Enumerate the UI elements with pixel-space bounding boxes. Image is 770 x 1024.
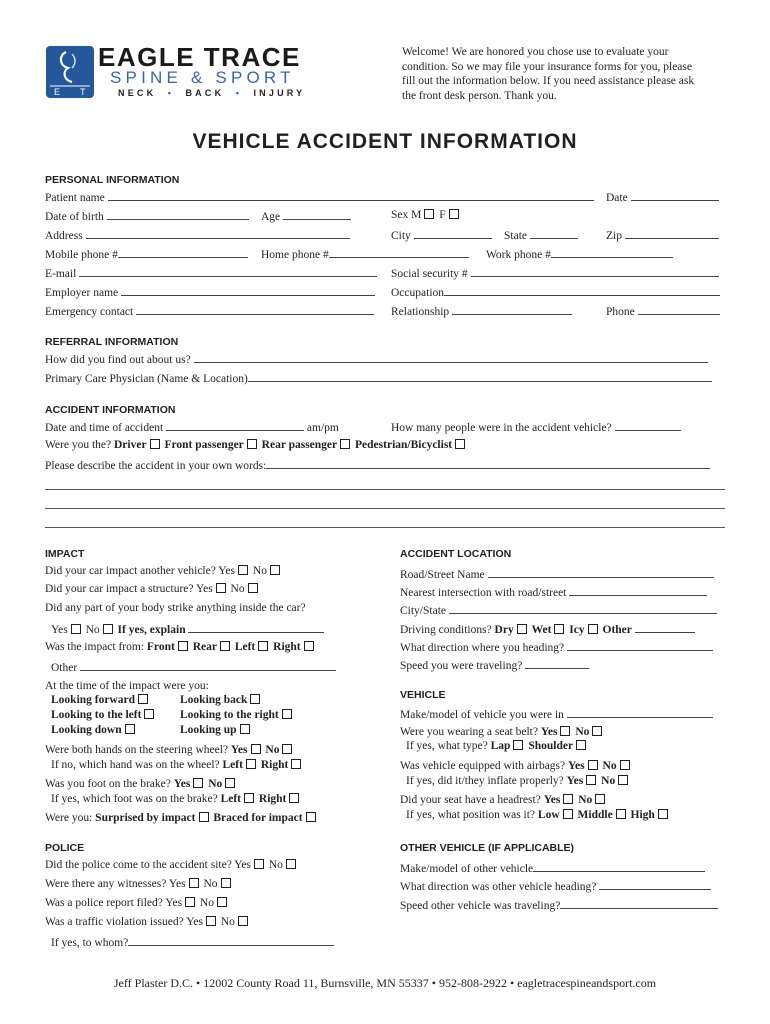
icy-checkbox[interactable] bbox=[588, 624, 598, 634]
driving-conditions-question: Driving conditions? Dry Wet Icy Other bbox=[400, 622, 695, 636]
no-checkbox[interactable] bbox=[238, 916, 248, 926]
front-passenger-checkbox[interactable] bbox=[247, 439, 257, 449]
looking-question: At the time of the impact were you: bbox=[45, 680, 209, 692]
sex-m-checkbox[interactable] bbox=[424, 209, 434, 219]
occupation-field[interactable]: Occupation bbox=[391, 285, 720, 299]
looking-forward-checkbox[interactable] bbox=[138, 694, 148, 704]
no-checkbox[interactable] bbox=[248, 583, 258, 593]
looking-up-checkbox[interactable] bbox=[240, 724, 250, 734]
vehicle-make-field[interactable]: Make/model of vehicle you were in bbox=[400, 707, 713, 721]
page-title: VEHICLE ACCIDENT INFORMATION bbox=[192, 130, 578, 153]
left-checkbox[interactable] bbox=[258, 641, 268, 651]
wet-checkbox[interactable] bbox=[554, 624, 564, 634]
yes-checkbox[interactable] bbox=[563, 794, 573, 804]
speed-field[interactable]: Speed you were traveling? bbox=[400, 658, 589, 672]
police-report-question: Was a police report filed? Yes No bbox=[45, 897, 229, 909]
seatbelt-type-question: If yes, what type? Lap Shoulder bbox=[406, 740, 588, 752]
looking-down-option: Looking down bbox=[51, 724, 137, 736]
email-field[interactable]: E-mail bbox=[45, 266, 377, 280]
welcome-text: Welcome! We are honored you chose use to evaluate your condition. So we may file your insurance forms for you, please fill out the information below. If you need assistance please ask the front desk person. Thank you. bbox=[402, 46, 695, 102]
looking-down-checkbox[interactable] bbox=[125, 724, 135, 734]
impact-other-field[interactable]: Other bbox=[51, 660, 336, 674]
right-checkbox[interactable] bbox=[304, 641, 314, 651]
looking-forward-option: Looking forward bbox=[51, 694, 150, 706]
logo-mark bbox=[46, 46, 94, 98]
section-impact-heading: IMPACT bbox=[45, 548, 85, 560]
describe-field[interactable]: Please describe the accident in your own words: bbox=[45, 458, 710, 472]
ssn-field[interactable]: Social security # bbox=[391, 266, 719, 280]
svg-text:E: E bbox=[54, 87, 61, 97]
state-field[interactable]: State bbox=[504, 228, 578, 242]
yes-checkbox[interactable] bbox=[189, 878, 199, 888]
high-checkbox[interactable] bbox=[658, 809, 668, 819]
conditions-other-field[interactable] bbox=[635, 622, 695, 633]
direction-field[interactable]: What direction where you heading? bbox=[400, 640, 713, 654]
no-checkbox[interactable] bbox=[286, 859, 296, 869]
headrest-position-question: If yes, what position was it? Low Middle High bbox=[406, 809, 670, 821]
no-checkbox[interactable] bbox=[221, 878, 231, 888]
impact-vehicle-question: Did your car impact another vehicle? Yes No bbox=[45, 565, 282, 577]
looking-left-option: Looking to the left bbox=[51, 709, 156, 721]
rear-passenger-checkbox[interactable] bbox=[340, 439, 350, 449]
emergency-contact-field[interactable]: Emergency contact bbox=[45, 304, 374, 318]
pedestrian-checkbox[interactable] bbox=[455, 439, 465, 449]
lap-checkbox[interactable] bbox=[513, 740, 523, 750]
right-checkbox[interactable] bbox=[291, 759, 301, 769]
no-checkbox[interactable] bbox=[103, 624, 113, 634]
yes-checkbox[interactable] bbox=[216, 583, 226, 593]
airbags-question: Was vehicle equipped with airbags? Yes No bbox=[400, 760, 632, 772]
no-checkbox[interactable] bbox=[618, 775, 628, 785]
yes-checkbox[interactable] bbox=[588, 760, 598, 770]
section-location-heading: ACCIDENT LOCATION bbox=[400, 548, 512, 560]
seatbelt-question: Were you wearing a seat belt? Yes No bbox=[400, 726, 604, 738]
witnesses-question: Were there any witnesses? Yes No bbox=[45, 878, 233, 890]
mobile-phone-field[interactable]: Mobile phone # bbox=[45, 247, 248, 261]
city-field[interactable]: City bbox=[391, 228, 492, 242]
section-vehicle-heading: VEHICLE bbox=[400, 689, 446, 701]
people-count-field[interactable]: How many people were in the accident vehicle? bbox=[391, 420, 681, 434]
other-vehicle-direction-field[interactable]: What direction was other vehicle heading? bbox=[400, 879, 711, 893]
looking-right-checkbox[interactable] bbox=[282, 709, 292, 719]
middle-checkbox[interactable] bbox=[616, 809, 626, 819]
shoulder-checkbox[interactable] bbox=[576, 740, 586, 750]
no-checkbox[interactable] bbox=[595, 794, 605, 804]
phone-field[interactable]: Phone bbox=[606, 304, 720, 318]
dob-field[interactable]: Date of birth bbox=[45, 209, 249, 223]
yes-checkbox[interactable] bbox=[206, 916, 216, 926]
intersection-field[interactable]: Nearest intersection with road/street bbox=[400, 585, 707, 599]
section-accident-heading: ACCIDENT INFORMATION bbox=[45, 404, 176, 416]
footer-contact: Jeff Plaster D.C. • 12002 County Road 11, Burnsville, MN 55337 • 952-808-2922 • eagletracespineandsport.com bbox=[113, 976, 657, 990]
address-field[interactable]: Address bbox=[45, 228, 350, 242]
which-foot-question: If yes, which foot was on the brake? Left Right bbox=[51, 793, 301, 805]
police-site-question: Did the police come to the accident site? Yes No bbox=[45, 859, 298, 871]
patient-name-field[interactable]: Patient name bbox=[45, 190, 594, 204]
sex-field[interactable]: Sex M F bbox=[391, 209, 461, 221]
inflate-question: If yes, did it/they inflate properly? Yes No bbox=[406, 775, 630, 787]
hands-question: Were both hands on the steering wheel? Yes No bbox=[45, 744, 294, 756]
no-checkbox[interactable] bbox=[620, 760, 630, 770]
role-row: Were you the? Driver Front passenger Rear passenger Pedestrian/Bicyclist bbox=[45, 439, 467, 451]
no-checkbox[interactable] bbox=[592, 726, 602, 736]
logo-subtitle: SPINE & SPORT bbox=[110, 68, 295, 87]
right-checkbox[interactable] bbox=[289, 793, 299, 803]
describe-line[interactable] bbox=[45, 489, 725, 490]
logo-tagline: NECK • BACK • INJURY bbox=[118, 88, 306, 98]
yes-checkbox[interactable] bbox=[254, 859, 264, 869]
city-state-field[interactable]: City/State bbox=[400, 603, 717, 617]
dry-checkbox[interactable] bbox=[517, 624, 527, 634]
svg-text:T: T bbox=[80, 87, 86, 97]
date-field[interactable]: Date bbox=[606, 190, 719, 204]
other-vehicle-make-field[interactable]: Make/model of other vehicle bbox=[400, 861, 705, 875]
yes-checkbox[interactable] bbox=[586, 775, 596, 785]
logo-name: EAGLE TRACE bbox=[98, 42, 301, 72]
eagle-icon bbox=[46, 46, 94, 98]
yes-checkbox[interactable] bbox=[193, 778, 203, 788]
yes-checkbox[interactable] bbox=[238, 565, 248, 575]
left-checkbox[interactable] bbox=[246, 759, 256, 769]
describe-line[interactable] bbox=[45, 527, 725, 528]
looking-back-checkbox[interactable] bbox=[250, 694, 260, 704]
sex-f-checkbox[interactable] bbox=[449, 209, 459, 219]
pcp-field[interactable]: Primary Care Physician (Name & Location) bbox=[45, 371, 712, 385]
relationship-field[interactable]: Relationship bbox=[391, 304, 572, 318]
accident-datetime-field[interactable]: Date and time of accident am/pm bbox=[45, 422, 339, 434]
zip-field[interactable]: Zip bbox=[606, 228, 719, 242]
impact-direction-question: Was the impact from: Front Rear Left Right bbox=[45, 641, 316, 653]
body-strike-answer: Yes No If yes, explain bbox=[51, 622, 324, 636]
no-checkbox[interactable] bbox=[225, 778, 235, 788]
rear-checkbox[interactable] bbox=[220, 641, 230, 651]
section-referral-heading: REFERRAL INFORMATION bbox=[45, 336, 179, 348]
which-hand-question: If no, which hand was on the wheel? Left Right bbox=[51, 759, 303, 771]
how-found-field[interactable]: How did you find out about us? bbox=[45, 352, 708, 366]
driver-checkbox[interactable] bbox=[150, 439, 160, 449]
looking-left-checkbox[interactable] bbox=[144, 709, 154, 719]
looking-up-option: Looking up bbox=[180, 724, 252, 736]
yes-checkbox[interactable] bbox=[251, 744, 261, 754]
yes-checkbox[interactable] bbox=[560, 726, 570, 736]
violation-question: Was a traffic violation issued? Yes No bbox=[45, 916, 250, 928]
to-whom-field[interactable]: If yes, to whom? bbox=[51, 935, 334, 949]
surprised-checkbox[interactable] bbox=[199, 812, 209, 822]
braced-checkbox[interactable] bbox=[306, 812, 316, 822]
impact-structure-question: Did your car impact a structure? Yes No bbox=[45, 583, 260, 595]
describe-line[interactable] bbox=[45, 508, 725, 509]
section-other-vehicle-heading: OTHER VEHICLE (IF APPLICABLE) bbox=[400, 842, 575, 854]
work-phone-field[interactable]: Work phone # bbox=[486, 247, 673, 261]
street-field[interactable]: Road/Street Name bbox=[400, 567, 714, 581]
yes-checkbox[interactable] bbox=[185, 897, 195, 907]
front-checkbox[interactable] bbox=[178, 641, 188, 651]
looking-back-option: Looking back bbox=[180, 694, 262, 706]
left-checkbox[interactable] bbox=[244, 793, 254, 803]
section-personal-heading: PERSONAL INFORMATION bbox=[45, 174, 180, 186]
employer-field[interactable]: Employer name bbox=[45, 285, 375, 299]
home-phone-field[interactable]: Home phone # bbox=[261, 247, 469, 261]
age-field[interactable]: Age bbox=[261, 209, 351, 223]
headrest-question: Did your seat have a headrest? Yes No bbox=[400, 794, 607, 806]
braced-question: Were you: Surprised by impact Braced for impact bbox=[45, 812, 318, 824]
looking-right-option: Looking to the right bbox=[180, 709, 294, 721]
no-checkbox[interactable] bbox=[282, 744, 292, 754]
no-checkbox[interactable] bbox=[217, 897, 227, 907]
section-police-heading: POLICE bbox=[45, 842, 85, 854]
brake-question: Was you foot on the brake? Yes No bbox=[45, 778, 237, 790]
no-checkbox[interactable] bbox=[270, 565, 280, 575]
explain-field[interactable] bbox=[188, 622, 324, 633]
yes-checkbox[interactable] bbox=[71, 624, 81, 634]
other-vehicle-speed-field[interactable]: Speed other vehicle was traveling? bbox=[400, 898, 718, 912]
body-strike-question: Did any part of your body strike anything inside the car? bbox=[45, 602, 306, 614]
low-checkbox[interactable] bbox=[563, 809, 573, 819]
